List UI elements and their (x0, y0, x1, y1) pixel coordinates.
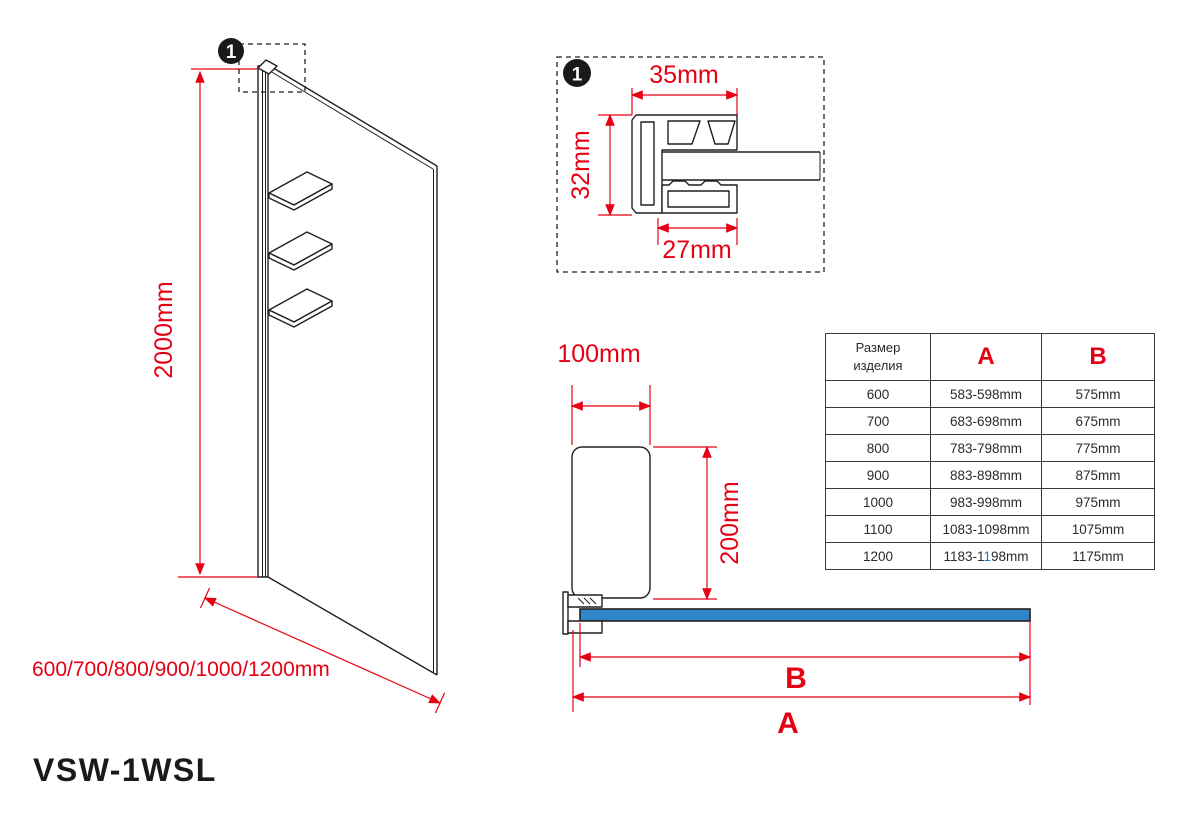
bottom-width-label: 27mm (662, 236, 732, 264)
callout-number: 1 (571, 64, 583, 86)
b-value-cell: 875mm (1042, 462, 1155, 489)
wall-line (563, 592, 568, 634)
profile-detail-drawing (545, 30, 845, 290)
b-value-cell: 675mm (1042, 408, 1155, 435)
table-row (826, 381, 1155, 408)
dimension-b (580, 621, 1030, 705)
profile-top-arm (568, 595, 602, 607)
shelf (269, 289, 332, 327)
profile-bottom-slot (668, 191, 729, 207)
callout-number: 1 (225, 42, 237, 63)
b-value-cell: 775mm (1042, 435, 1155, 462)
shelf (269, 232, 332, 270)
bracket-width-label: 100mm (557, 340, 641, 368)
size-table-header-row (826, 334, 1155, 381)
size-column-header: Размер изделия (826, 334, 931, 381)
dimension-a-label: A (777, 707, 799, 740)
size-cell: 600 (826, 381, 931, 408)
size-cell: 1100 (826, 516, 931, 543)
glass-panel (268, 66, 437, 675)
b-column-header: B (1042, 334, 1155, 381)
wall-isometric-drawing (10, 25, 490, 725)
a-value-cell: 883-898mm (931, 462, 1042, 489)
table-row (826, 489, 1155, 516)
size-cell: 700 (826, 408, 931, 435)
b-value-cell: 1075mm (1042, 516, 1155, 543)
side-height-label: 32mm (567, 130, 595, 200)
a-value-cell: 783-798mm (931, 435, 1042, 462)
a-value-cell: 1183-1198mm (931, 543, 1042, 570)
size-cell: 1000 (826, 489, 931, 516)
width-dimension (32, 588, 445, 713)
a-value-cell: 683-698mm (931, 408, 1042, 435)
dimension-b-label: B (785, 662, 807, 695)
height-dimension (150, 69, 258, 577)
a-value-cell: 1083-1098mm (931, 516, 1042, 543)
table-row (826, 408, 1155, 435)
b-value-cell: 575mm (1042, 381, 1155, 408)
bracket-height-dimension (653, 447, 744, 599)
glass-bar (580, 609, 1030, 621)
size-cell: 800 (826, 435, 931, 462)
table-row (826, 516, 1155, 543)
size-cell: 1200 (826, 543, 931, 570)
profile-cross-section (632, 115, 820, 213)
model-name: VSW-1WSL (33, 752, 217, 788)
a-value-cell: 583-598mm (931, 381, 1042, 408)
top-width-label: 35mm (649, 61, 719, 89)
b-value-cell: 975mm (1042, 489, 1155, 516)
glass-shelves (269, 172, 332, 327)
detail-callout-1 (563, 59, 591, 87)
table-row (826, 435, 1155, 462)
table-row (826, 543, 1155, 570)
width-dimension-label: 600/700/800/900/1000/1200mm (32, 658, 330, 681)
table-row (826, 462, 1155, 489)
bracket-height-label: 200mm (716, 481, 744, 565)
a-value-cell: 983-998mm (931, 489, 1042, 516)
shelf (269, 172, 332, 210)
profile-wall-slot (641, 122, 654, 205)
size-table (825, 333, 1155, 570)
b-value-cell: 1175mm (1042, 543, 1155, 570)
wall-profile-post (258, 60, 277, 577)
bracket-width-dimension (557, 340, 650, 445)
wall-bracket (572, 447, 650, 598)
glass-edge (662, 152, 820, 180)
size-cell: 900 (826, 462, 931, 489)
height-dimension-label: 2000mm (150, 281, 178, 379)
a-column-header: A (931, 334, 1042, 381)
